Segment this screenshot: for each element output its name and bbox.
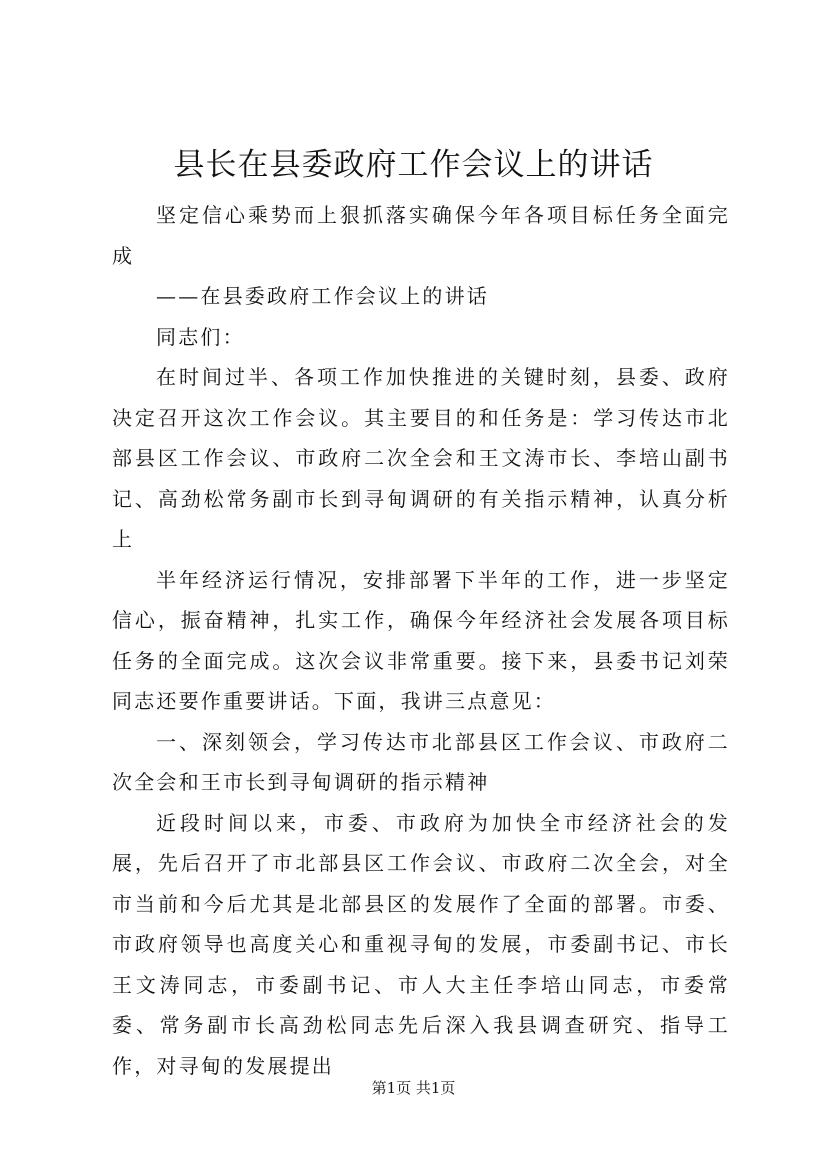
speech-heading-paragraph: ——在县委政府工作会议上的讲话 <box>156 284 489 308</box>
body-paragraph: 在时间过半、各项工作加快推进的关键时刻，县委、政府决定召开这次工作会议。其主要目的和任务是：学习传达市北部县区工作会议、市政府二次全会和王文涛市长、李培山副书记、高劲松常务副市长到寻甸调研的有关指示精神，认真分析上 <box>112 365 730 551</box>
page-number-footer: 第1页 共1页 <box>371 1079 456 1097</box>
salutation-paragraph: 同志们： <box>156 324 245 349</box>
body-paragraph: 近段时间以来，市委、市政府为加快全市经济社会的发展，先后召开了市北部县区工作会议、市政府二次全会，对全市当前和今后尤其是北部县区的发展作了全面的部署。市委、市政府领导也高度关心和重视寻甸的发展，市委副书记、市长王文涛同志，市委副书记、市人大主任李培山同志，市委常委、常务副市长高劲松同志先后深入我县调查研究、指导工作，对寻甸的发展提出 <box>112 810 730 1078</box>
document-title: 县长在县委政府工作会议上的讲话 <box>173 147 654 183</box>
section-heading-paragraph: 一、深刻领会，学习传达市北部县区工作会议、市政府二次全会和王市长到寻甸调研的指示精神 <box>112 729 730 794</box>
body-paragraph: 半年经济运行情况，安排部署下半年的工作，进一步坚定信心，振奋精神，扎实工作，确保今年经济社会发展各项目标任务的全面完成。这次会议非常重要。接下来，县委书记刘荣同志还要作重要讲话。下面，我讲三点意见： <box>112 567 730 713</box>
subtitle-paragraph: 坚定信心乘势而上狠抓落实确保今年各项目标任务全面完成 <box>112 203 730 268</box>
document-body <box>112 195 730 1086</box>
